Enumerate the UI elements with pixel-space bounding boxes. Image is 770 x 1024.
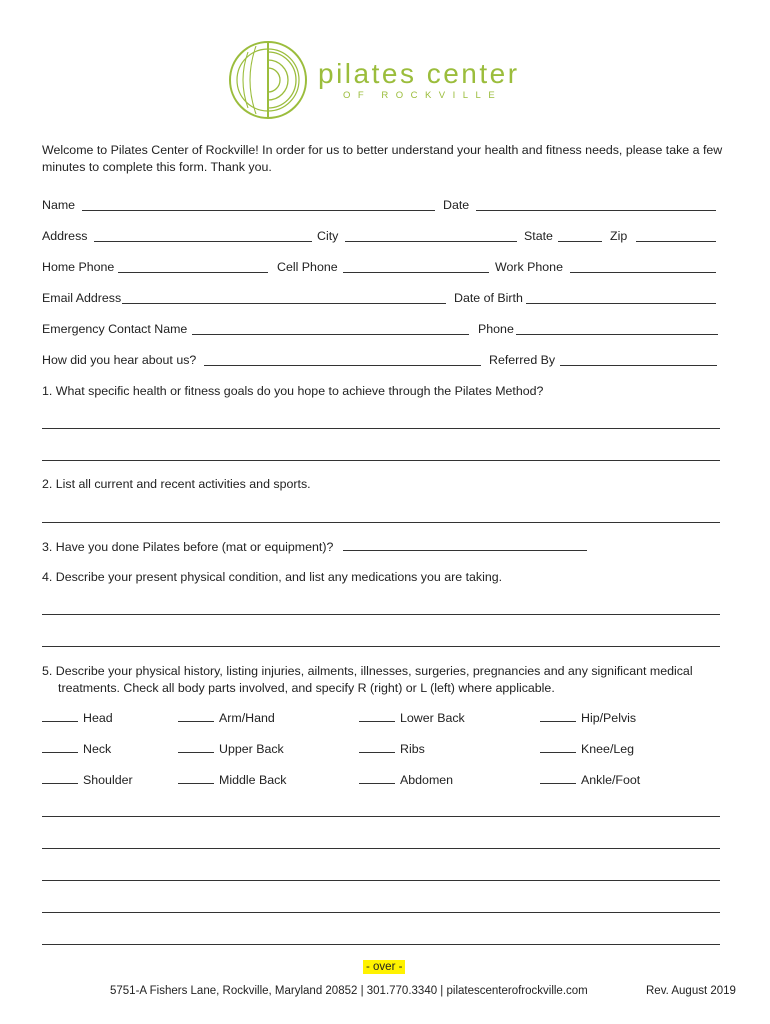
referred-label: Referred By [489,353,556,367]
question-1: 1. What specific health or fitness goals do you hope to achieve through the Pilates Method? [42,384,544,398]
state-field[interactable] [558,229,602,242]
logo-mark-icon [226,40,326,120]
answer-line[interactable] [42,427,720,429]
answer-line[interactable] [42,943,720,945]
pilates-before-field[interactable] [343,539,587,551]
check-field[interactable] [42,710,78,722]
row-phones [42,260,722,280]
date-label: Date [443,198,470,212]
check-field[interactable] [42,741,78,753]
home-phone-label: Home Phone [42,260,115,274]
work-phone-field[interactable] [570,260,716,273]
answer-line[interactable] [42,645,720,647]
address-label: Address [42,229,88,243]
row-name-date [42,198,722,218]
name-field[interactable] [82,198,435,211]
date-field[interactable] [476,198,716,211]
emergency-label: Emergency Contact Name [42,322,188,336]
zip-label: Zip [610,229,628,243]
check-field[interactable] [540,710,576,722]
body-part-arm-hand: Arm/Hand [178,710,275,725]
question-3-label: 3. Have you done Pilates before (mat or equipment)? [42,540,334,554]
question-5 [42,663,730,697]
answer-line[interactable] [42,613,720,615]
name-label: Name [42,198,76,212]
check-field[interactable] [359,772,395,784]
hear-label: How did you hear about us? [42,353,197,367]
work-phone-label: Work Phone [495,260,563,274]
check-field[interactable] [540,741,576,753]
phone-field[interactable] [516,322,718,335]
dob-field[interactable] [526,291,716,304]
answer-line[interactable] [42,879,720,881]
body-part-upper-back: Upper Back [178,741,284,756]
question-5-line-1: 5. Describe your physical history, listing injuries, ailments, illnesses, surgeries, pregnancies and any significant medical [42,664,693,678]
answer-line[interactable] [42,815,720,817]
question-4: 4. Describe your present physical condition, and list any medications you are taking. [42,570,503,584]
answer-line[interactable] [42,459,720,461]
dob-label: Date of Birth [454,291,523,305]
answer-line[interactable] [42,847,720,849]
body-part-neck: Neck [42,741,111,756]
home-phone-field[interactable] [118,260,268,273]
check-field[interactable] [42,772,78,784]
hear-field[interactable] [204,353,481,366]
over-marker: - over - [363,960,405,974]
city-label: City [317,229,339,243]
question-2: 2. List all current and recent activities and sports. [42,477,311,491]
check-field[interactable] [178,741,214,753]
zip-field[interactable] [636,229,716,242]
row-email-dob [42,291,722,311]
check-field[interactable] [359,710,395,722]
row-referral [42,353,722,373]
body-part-shoulder: Shoulder [42,772,133,787]
body-part-hip-pelvis: Hip/Pelvis [540,710,636,725]
footer-address: 5751-A Fishers Lane, Rockville, Maryland 20852 | 301.770.3340 | pilatescenterofrockville.com [110,985,588,997]
brand-name: pilates center [318,58,520,89]
referred-field[interactable] [560,353,717,366]
intro-text: Welcome to Pilates Center of Rockville! In order for us to better understand your health and fitness needs, please take a few minutes to complete this form. Thank you. [42,143,723,174]
email-field[interactable] [122,291,446,304]
cell-phone-label: Cell Phone [277,260,338,274]
row-emergency [42,322,722,342]
body-part-lower-back: Lower Back [359,710,465,725]
city-field[interactable] [345,229,517,242]
body-part-middle-back: Middle Back [178,772,287,787]
address-field[interactable] [94,229,312,242]
brand-subtitle: OF ROCKVILLE [343,90,503,101]
body-part-abdomen: Abdomen [359,772,453,787]
body-part-ribs: Ribs [359,741,425,756]
body-part-ankle-foot: Ankle/Foot [540,772,640,787]
cell-phone-field[interactable] [343,260,489,273]
check-field[interactable] [178,772,214,784]
answer-line[interactable] [42,521,720,523]
phone-label: Phone [478,322,514,336]
revision-date: Rev. August 2019 [646,985,736,997]
row-address [42,229,722,249]
question-5-line-2: treatments. Check all body parts involved, and specify R (right) or L (left) where applicable. [58,681,555,695]
state-label: State [524,229,553,243]
question-3 [42,539,587,554]
check-field[interactable] [359,741,395,753]
body-part-knee-leg: Knee/Leg [540,741,634,756]
emergency-field[interactable] [192,322,469,335]
answer-line[interactable] [42,911,720,913]
body-part-head: Head [42,710,113,725]
email-label: Email Address [42,291,122,305]
check-field[interactable] [540,772,576,784]
check-field[interactable] [178,710,214,722]
